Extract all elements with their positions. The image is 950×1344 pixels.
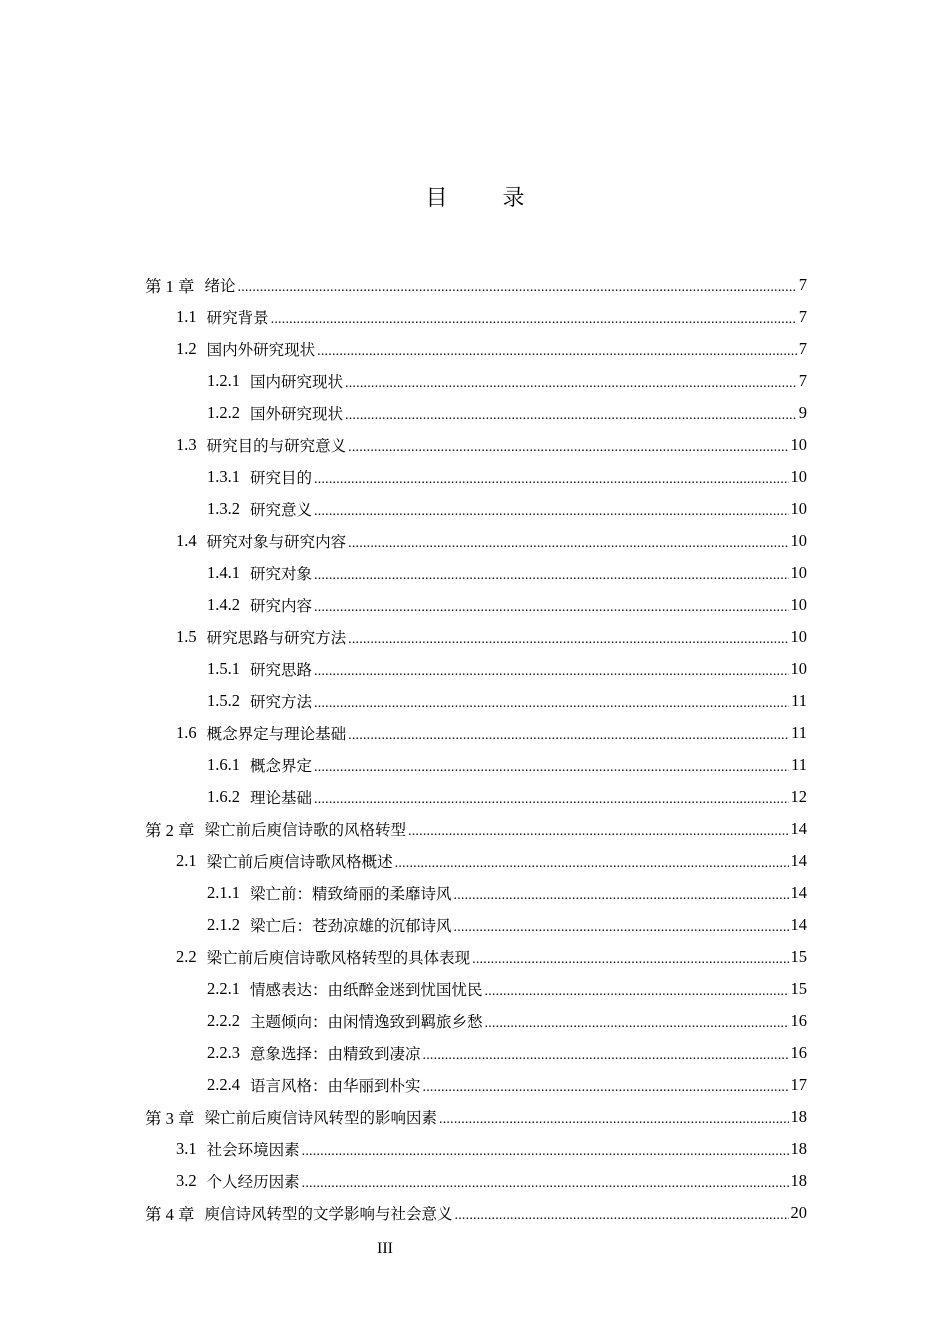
toc-entry-number: 2.1.1: [207, 883, 240, 902]
toc-entry-17[interactable]: [145, 781, 807, 813]
toc-leader-dots: [439, 1112, 788, 1128]
toc-leader-dots: [348, 728, 789, 744]
toc-entry-page: 18: [790, 1171, 807, 1190]
toc-entry-number: 1.6.1: [207, 755, 240, 774]
toc-leader-dots: [423, 1048, 789, 1064]
toc-entry-title: 意象选择：由精致到凄凉: [250, 1045, 421, 1063]
toc-entry-page: 16: [790, 1011, 807, 1030]
toc-entry-24[interactable]: [145, 1005, 807, 1037]
toc-entry-title: 概念界定与理论基础: [206, 725, 347, 743]
toc-entry-1[interactable]: [145, 269, 807, 301]
toc-leader-dots: [314, 568, 788, 584]
toc-entry-page: 14: [790, 883, 807, 902]
toc-entry-5[interactable]: [145, 397, 807, 429]
page-title: 目 录: [425, 186, 549, 211]
toc-entry-title: 研究对象与研究内容: [206, 533, 347, 551]
toc-entry-page: 17: [790, 1075, 807, 1094]
toc-entry-11[interactable]: [145, 589, 807, 621]
toc-entry-page: 14: [790, 851, 807, 870]
toc-entry-25[interactable]: [145, 1037, 807, 1069]
toc-leader-dots: [454, 888, 789, 904]
toc-leader-dots: [348, 440, 788, 456]
toc-leader-dots: [314, 696, 789, 712]
toc-entry-title: 研究思路与研究方法: [206, 629, 347, 647]
toc-entry-number: 1.4: [176, 531, 197, 550]
toc-entry-page: 18: [790, 1139, 807, 1158]
toc-leader-dots: [317, 344, 797, 360]
toc-entry-title: 情感表达：由纸醉金迷到忧国忧民: [250, 981, 483, 999]
toc-entry-page: 11: [791, 723, 807, 742]
toc-entry-23[interactable]: [145, 973, 807, 1005]
toc-entry-page: 10: [790, 531, 807, 550]
toc-entry-13[interactable]: [145, 653, 807, 685]
toc-entry-title: 研究对象: [250, 565, 313, 583]
toc-entry-3[interactable]: [145, 333, 807, 365]
toc-entry-8[interactable]: [145, 493, 807, 525]
toc-entry-number: 1.4.2: [207, 595, 240, 614]
toc-entry-title: 梁亡前后庾信诗歌风格转型的具体表现: [206, 949, 471, 967]
toc-entry-number: 1.3.1: [207, 467, 240, 486]
toc-entry-number: 2.1.2: [207, 915, 240, 934]
toc-entry-6[interactable]: [145, 429, 807, 461]
toc-leader-dots: [302, 1176, 789, 1192]
toc-entry-page: 7: [798, 371, 807, 390]
toc-entry-page: 10: [790, 659, 807, 678]
toc-entry-number: 第 1 章: [145, 277, 195, 296]
toc-entry-number: 1.5: [176, 627, 197, 646]
toc-entry-number: 3.1: [176, 1139, 197, 1158]
toc-leader-dots: [238, 280, 797, 296]
toc-leader-dots: [395, 856, 789, 872]
toc-entry-number: 3.2: [176, 1171, 197, 1190]
toc-entry-page: 10: [790, 467, 807, 486]
toc-entry-number: 1.2.2: [207, 403, 240, 422]
toc-entry-page: 10: [790, 627, 807, 646]
toc-entry-page: 9: [798, 403, 807, 422]
toc-leader-dots: [271, 312, 797, 328]
toc-entry-title: 社会环境因素: [206, 1141, 300, 1159]
toc-entry-title: 个人经历因素: [206, 1173, 300, 1191]
toc-entry-page: 10: [790, 435, 807, 454]
toc-leader-dots: [348, 632, 788, 648]
toc-entry-page: 7: [798, 339, 807, 358]
toc-entry-title: 研究内容: [250, 597, 313, 615]
toc-entry-number: 1.5.2: [207, 691, 240, 710]
toc-leader-dots: [302, 1144, 789, 1160]
toc-entry-7[interactable]: [145, 461, 807, 493]
toc-entry-title: 概念界定: [250, 757, 313, 775]
toc-entry-number: 1.3.2: [207, 499, 240, 518]
toc-entry-page: 16: [790, 1043, 807, 1062]
toc-entry-19[interactable]: [145, 845, 807, 877]
toc-entry-26[interactable]: [145, 1069, 807, 1101]
toc-entry-title: 研究意义: [250, 501, 313, 519]
toc-entry-number: 第 3 章: [145, 1109, 195, 1128]
toc-leader-dots: [348, 536, 788, 552]
toc-entry-title: 研究目的: [250, 469, 313, 487]
table-of-contents: [145, 269, 807, 1229]
toc-entry-title: 国内外研究现状: [206, 341, 316, 359]
toc-entry-page: 15: [790, 979, 807, 998]
toc-entry-27[interactable]: [145, 1101, 807, 1133]
toc-entry-page: 18: [790, 1107, 807, 1126]
toc-entry-page: 14: [790, 819, 807, 838]
toc-leader-dots: [314, 664, 788, 680]
toc-entry-number: 2.2.3: [207, 1043, 240, 1062]
toc-leader-dots: [408, 824, 788, 840]
toc-leader-dots: [314, 792, 788, 808]
toc-leader-dots: [485, 1016, 789, 1032]
toc-entry-number: 1.5.1: [207, 659, 240, 678]
toc-entry-18[interactable]: [145, 813, 807, 845]
toc-leader-dots: [314, 472, 788, 488]
toc-entry-15[interactable]: [145, 717, 807, 749]
toc-leader-dots: [345, 408, 797, 424]
toc-entry-number: 1.1: [176, 307, 197, 326]
toc-entry-number: 2.1: [176, 851, 197, 870]
toc-entry-number: 1.6: [176, 723, 197, 742]
toc-leader-dots: [454, 920, 789, 936]
toc-leader-dots: [345, 376, 797, 392]
toc-entry-page: 12: [790, 787, 807, 806]
toc-entry-title: 研究目的与研究意义: [206, 437, 347, 455]
toc-entry-page: 20: [790, 1203, 807, 1222]
toc-entry-page: 10: [790, 595, 807, 614]
toc-entry-title: 研究方法: [250, 693, 313, 711]
toc-entry-title: 国外研究现状: [250, 405, 344, 423]
toc-entry-title: 理论基础: [250, 789, 313, 807]
toc-entry-number: 2.2.2: [207, 1011, 240, 1030]
toc-leader-dots: [455, 1208, 789, 1224]
toc-entry-page: 10: [790, 563, 807, 582]
toc-entry-10[interactable]: [145, 557, 807, 589]
toc-entry-page: 14: [790, 915, 807, 934]
toc-entry-page: 11: [791, 691, 807, 710]
toc-entry-number: 2.2: [176, 947, 197, 966]
toc-entry-20[interactable]: [145, 877, 807, 909]
toc-entry-title: 主题倾向：由闲情逸致到羁旅乡愁: [250, 1013, 483, 1031]
toc-entry-12[interactable]: [145, 621, 807, 653]
toc-entry-21[interactable]: [145, 909, 807, 941]
toc-leader-dots: [472, 952, 788, 968]
toc-entry-number: 第 2 章: [145, 821, 195, 840]
toc-entry-title: 研究思路: [250, 661, 313, 679]
toc-entry-22[interactable]: [145, 941, 807, 973]
page-number: III: [377, 1240, 393, 1257]
toc-leader-dots: [314, 760, 789, 776]
toc-entry-title: 语言风格：由华丽到朴实: [250, 1077, 421, 1095]
toc-leader-dots: [423, 1080, 789, 1096]
toc-entry-number: 2.2.1: [207, 979, 240, 998]
toc-entry-14[interactable]: [145, 685, 807, 717]
toc-entry-title: 研究背景: [206, 309, 269, 327]
toc-entry-29[interactable]: [145, 1165, 807, 1197]
toc-entry-4[interactable]: [145, 365, 807, 397]
toc-entry-number: 第 4 章: [145, 1205, 195, 1224]
toc-leader-dots: [314, 504, 788, 520]
toc-entry-page: 10: [790, 499, 807, 518]
toc-entry-30[interactable]: [145, 1197, 807, 1229]
toc-entry-title: 梁亡后：苍劲凉雄的沉郁诗风: [250, 917, 452, 935]
toc-entry-number: 2.2.4: [207, 1075, 240, 1094]
toc-entry-title: 梁亡前后庾信诗歌风格概述: [206, 853, 393, 871]
toc-entry-2[interactable]: [145, 301, 807, 333]
toc-entry-page: 7: [798, 275, 807, 294]
toc-entry-title: 国内研究现状: [250, 373, 344, 391]
toc-entry-title: 梁亡前：精致绮丽的柔靡诗风: [250, 885, 452, 903]
toc-leader-dots: [485, 984, 789, 1000]
toc-entry-number: 1.2.1: [207, 371, 240, 390]
toc-entry-number: 1.6.2: [207, 787, 240, 806]
toc-entry-page: 15: [790, 947, 807, 966]
toc-entry-number: 1.4.1: [207, 563, 240, 582]
toc-entry-title: 绪论: [204, 277, 236, 295]
toc-entry-number: 1.2: [176, 339, 197, 358]
toc-entry-28[interactable]: [145, 1133, 807, 1165]
toc-entry-number: 1.3: [176, 435, 197, 454]
toc-leader-dots: [314, 600, 788, 616]
toc-entry-9[interactable]: [145, 525, 807, 557]
toc-entry-title: 梁亡前后庾信诗风转型的影响因素: [204, 1109, 438, 1127]
toc-entry-page: 7: [798, 307, 807, 326]
toc-entry-16[interactable]: [145, 749, 807, 781]
toc-entry-title: 庾信诗风转型的文学影响与社会意义: [204, 1205, 453, 1223]
toc-entry-page: 11: [791, 755, 807, 774]
toc-entry-title: 梁亡前后庾信诗歌的风格转型: [204, 821, 407, 839]
